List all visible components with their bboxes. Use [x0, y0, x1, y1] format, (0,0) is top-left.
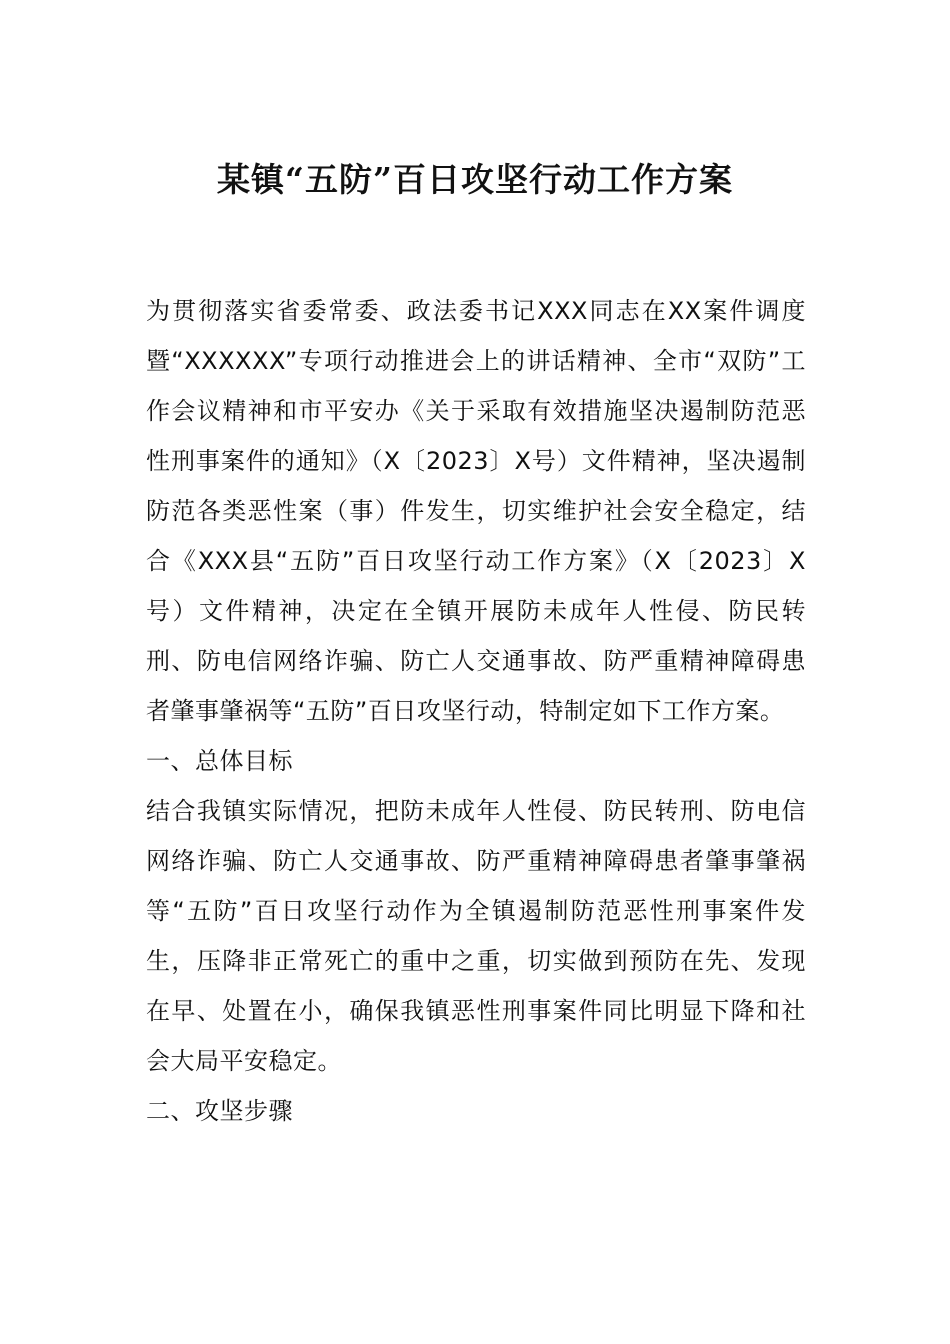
overall-goal-paragraph: 结合我镇实际情况，把防未成年人性侵、防民转刑、防电信网络诈骗、防亡人交通事故、防严重精神障碍患者肇事肇祸等“五防”百日攻坚行动作为全镇遏制防范恶性刑事案件发生，压降非正常死亡的重中之重，切实做到预防在先、发现在早、处置在小，确保我镇恶性刑事案件同比明显下降和社会大局平安稳定。 — [146, 797, 806, 1075]
intro-paragraph: 为贯彻落实省委常委、政法委书记XXX同志在XX案件调度暨“XXXXXX”专项行动推进会上的讲话精神、全市“双防”工作会议精神和市平安办《关于采取有效措施坚决遏制防范恶性刑事案件的通知》（X〔2023〕X号）文件精神，坚决遏制防范各类恶性案（事）件发生，切实维护社会安全稳定，结合《XXX县“五防”百日攻坚行动工作方案》（X〔2023〕X号）文件精神，决定在全镇开展防未成年人性侵、防民转刑、防电信网络诈骗、防亡人交通事故、防严重精神障碍患者肇事肇祸等“五防”百日攻坚行动，特制定如下工作方案。 — [146, 297, 806, 725]
section-heading-overall-goal: 一、总体目标 — [146, 747, 293, 775]
section-heading-steps: 二、攻坚步骤 — [146, 1097, 293, 1125]
document-body — [146, 286, 806, 1136]
document-title: 某镇“五防”百日攻坚行动工作方案 — [217, 160, 733, 199]
